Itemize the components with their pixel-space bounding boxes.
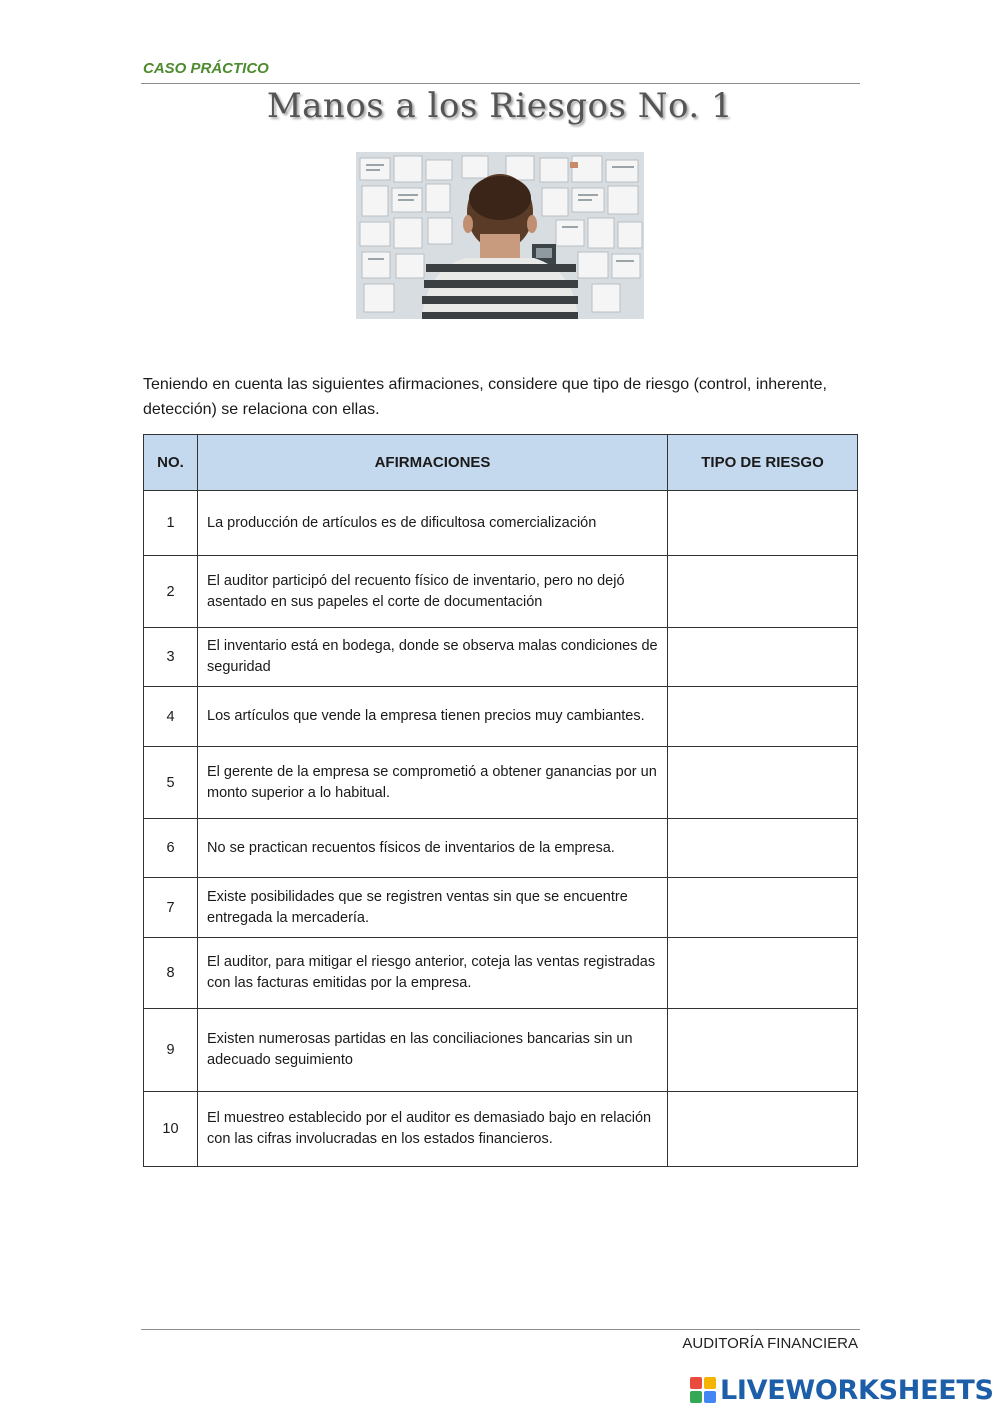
header-tipo-riesgo: TIPO DE RIESGO — [668, 435, 858, 491]
table-row — [144, 556, 858, 628]
logo-square-red — [690, 1377, 702, 1389]
row-statement: Existe posibilidades que se registren ventas sin que se encuentre entregada la mercadería. — [198, 878, 668, 938]
header-no: NO. — [144, 435, 198, 491]
header-afirmaciones: AFIRMACIONES — [198, 435, 668, 491]
header-divider — [141, 83, 860, 84]
table-header-row — [144, 435, 858, 491]
tipo-riesgo-input[interactable] — [668, 878, 858, 938]
row-number: 8 — [144, 938, 198, 1009]
table-row — [144, 1009, 858, 1092]
photo-icon — [356, 152, 644, 319]
row-statement: El muestreo establecido por el auditor es demasiado bajo en relación con las cifras involucradas en los estados financieros. — [198, 1092, 668, 1167]
row-number: 2 — [144, 556, 198, 628]
row-number: 1 — [144, 491, 198, 556]
row-number: 3 — [144, 628, 198, 687]
row-number: 4 — [144, 687, 198, 747]
page-title: Manos a los Riesgos No. 1 — [266, 86, 734, 126]
tipo-riesgo-input[interactable] — [668, 628, 858, 687]
intro-paragraph: Teniendo en cuenta las siguientes afirmaciones, considere que tipo de riesgo (control, inherente, detección) se relaciona con ellas. — [143, 376, 827, 418]
row-number: 6 — [144, 819, 198, 878]
row-statement: Existen numerosas partidas en las conciliaciones bancarias sin un adecuado seguimiento — [198, 1009, 668, 1092]
tipo-riesgo-input[interactable] — [668, 938, 858, 1009]
brand-name: LIVEWORKSHEETS — [720, 1374, 994, 1406]
row-number: 5 — [144, 747, 198, 819]
tipo-riesgo-input[interactable] — [668, 687, 858, 747]
table-row — [144, 819, 858, 878]
table-row — [144, 687, 858, 747]
footer-label: AUDITORÍA FINANCIERA — [682, 1335, 858, 1352]
footer-divider — [141, 1329, 860, 1330]
row-statement: El auditor, para mitigar el riesgo anterior, coteja las ventas registradas con las facturas emitidas por la empresa. — [198, 938, 668, 1009]
row-statement: El auditor participó del recuento físico de inventario, pero no dejó asentado en sus papeles el corte de documentación — [198, 556, 668, 628]
logo-square-blue — [704, 1391, 716, 1403]
table-row — [144, 878, 858, 938]
row-number: 7 — [144, 878, 198, 938]
logo-icon — [690, 1377, 716, 1403]
row-number: 10 — [144, 1092, 198, 1167]
row-statement: Los artículos que vende la empresa tienen precios muy cambiantes. — [198, 687, 668, 747]
logo-square-yellow — [704, 1377, 716, 1389]
tipo-riesgo-input[interactable] — [668, 556, 858, 628]
table-row — [144, 938, 858, 1009]
tipo-riesgo-input[interactable] — [668, 819, 858, 878]
row-number: 9 — [144, 1009, 198, 1092]
row-statement: El gerente de la empresa se comprometió a obtener ganancias por un monto superior a lo habitual. — [198, 747, 668, 819]
logo-square-green — [690, 1391, 702, 1403]
tipo-riesgo-input[interactable] — [668, 491, 858, 556]
table-row — [144, 1092, 858, 1167]
table-row — [144, 747, 858, 819]
liveworksheets-logo[interactable] — [690, 1372, 994, 1408]
tipo-riesgo-input[interactable] — [668, 1092, 858, 1167]
table-row — [144, 628, 858, 687]
tipo-riesgo-input[interactable] — [668, 1009, 858, 1092]
row-statement: La producción de artículos es de dificultosa comercialización — [198, 491, 668, 556]
row-statement: No se practican recuentos físicos de inventarios de la empresa. — [198, 819, 668, 878]
tipo-riesgo-input[interactable] — [668, 747, 858, 819]
risk-table — [143, 434, 858, 1167]
header-label: CASO PRÁCTICO — [143, 60, 269, 77]
row-statement: El inventario está en bodega, donde se observa malas condiciones de seguridad — [198, 628, 668, 687]
table-row — [144, 491, 858, 556]
